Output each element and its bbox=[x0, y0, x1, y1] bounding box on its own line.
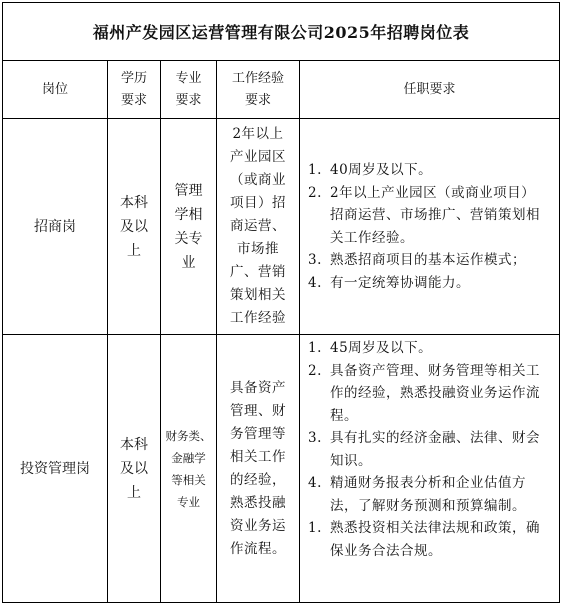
list-item bbox=[308, 337, 549, 360]
item-text: 熟悉招商项目的基本运作模式； bbox=[330, 252, 526, 268]
table-row bbox=[3, 119, 560, 335]
requirements-cell bbox=[300, 119, 560, 335]
requirements-list bbox=[308, 159, 549, 294]
item-text: 具备资产管理、财务管理等相关工作的经验，熟悉投融资业务运作流程。 bbox=[330, 362, 540, 424]
item-number: 1. bbox=[308, 162, 322, 178]
header-education: 学历 要求 bbox=[108, 61, 161, 119]
item-text: 熟悉投资相关法律法规和政策，确保业务合法合规。 bbox=[330, 520, 540, 559]
title-row bbox=[3, 3, 560, 61]
item-number: 4. bbox=[308, 475, 322, 491]
job-positions-table bbox=[2, 2, 560, 603]
list-item bbox=[308, 427, 549, 472]
table-title: 福州产发园区运营管理有限公司2025年招聘岗位表 bbox=[3, 3, 560, 61]
table-row bbox=[3, 335, 560, 603]
item-text: 精通财务报表分析和企业估值方法，了解财务预测和预算编制。 bbox=[330, 475, 526, 514]
item-number: 3. bbox=[308, 430, 322, 446]
requirements-cell bbox=[300, 335, 560, 603]
list-item bbox=[308, 249, 549, 272]
list-item bbox=[308, 360, 549, 428]
item-text: 40周岁及以下。 bbox=[330, 162, 433, 178]
header-requirements: 任职要求 bbox=[300, 61, 560, 119]
item-text: 2年以上产业园区（或商业项目）招商运营、市场推广、营销策划相关工作经验。 bbox=[330, 184, 540, 246]
list-item bbox=[308, 472, 549, 517]
item-number: 4. bbox=[308, 274, 322, 291]
position-cell: 投资管理岗 bbox=[3, 335, 108, 603]
experience-cell: 2年以上 产业园区 （或商业 项目）招 商运营、 市场推 广、营销 策划相关 工作经验 bbox=[217, 119, 300, 335]
item-number: 1. bbox=[308, 520, 322, 536]
item-number: 1. bbox=[308, 340, 322, 356]
requirements-list bbox=[308, 337, 549, 562]
list-item bbox=[308, 159, 549, 182]
header-experience: 工作经验 要求 bbox=[217, 61, 300, 119]
education-cell: 本科 及以 上 bbox=[108, 335, 161, 603]
position-cell: 招商岗 bbox=[3, 119, 108, 335]
list-item bbox=[308, 272, 549, 295]
header-position: 岗位 bbox=[3, 61, 108, 119]
item-number: 2. bbox=[308, 184, 322, 201]
major-cell: 管理 学相 关专 业 bbox=[161, 119, 217, 335]
header-row bbox=[3, 61, 560, 119]
list-item bbox=[308, 517, 549, 562]
education-cell: 本科 及以 上 bbox=[108, 119, 161, 335]
header-major: 专业 要求 bbox=[161, 61, 217, 119]
item-number: 3. bbox=[308, 252, 322, 268]
major-cell: 财务类、 金融学 等相关 专业 bbox=[161, 335, 217, 603]
item-text: 具有扎实的经济金融、法律、财会知识。 bbox=[330, 430, 540, 469]
item-text: 有一定统筹协调能力。 bbox=[330, 274, 470, 291]
experience-cell: 具备资产 管理、财 务管理等 相关工作 的经验， 熟悉投融 资业务运 作流程。 bbox=[217, 335, 300, 603]
item-text: 45周岁及以下。 bbox=[330, 340, 433, 356]
list-item bbox=[308, 182, 549, 250]
item-number: 2. bbox=[308, 362, 322, 379]
